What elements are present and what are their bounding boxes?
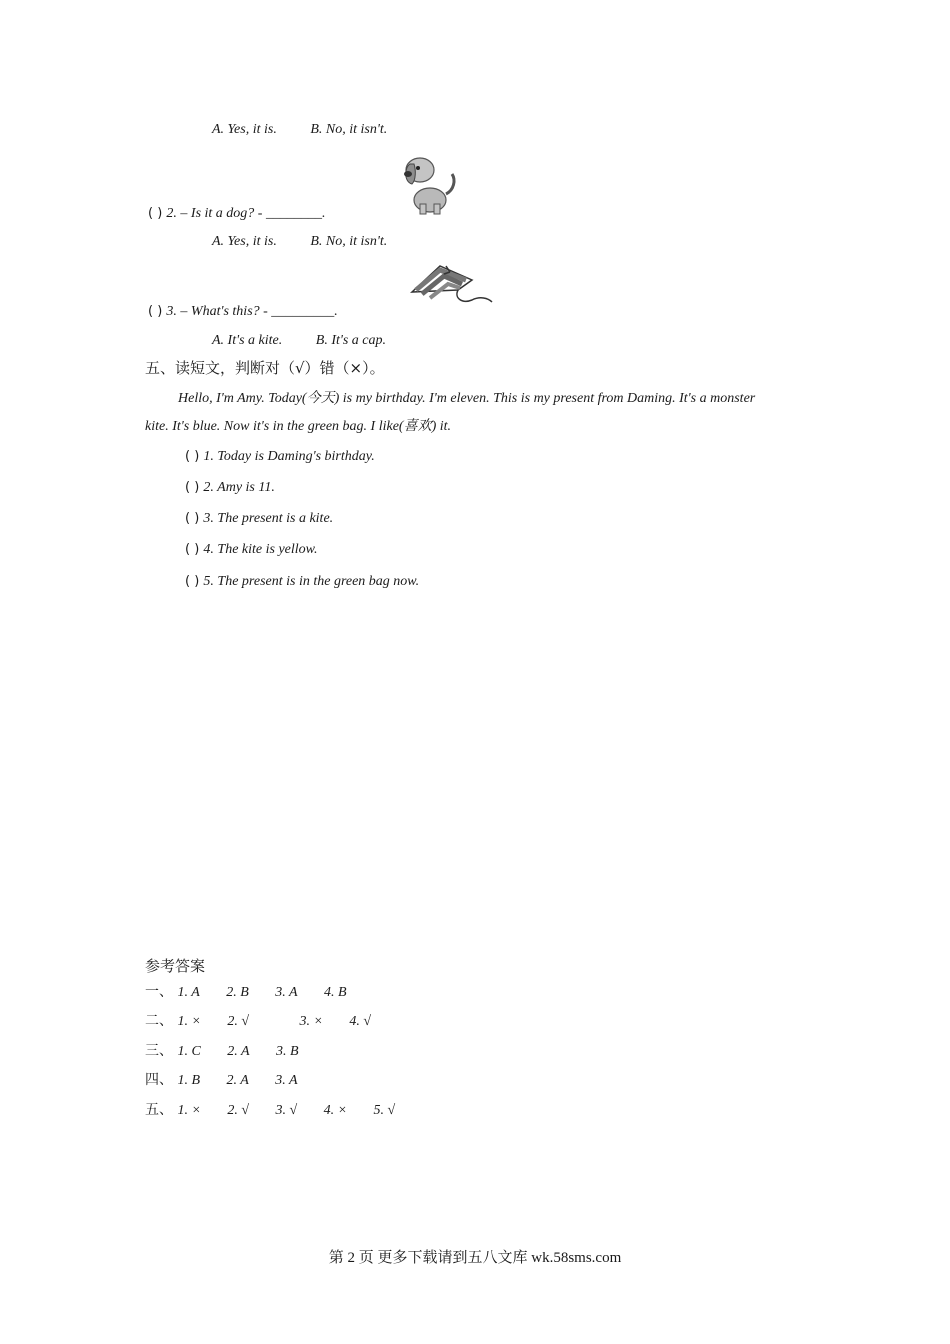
q3-answer-paren[interactable]: ( ) <box>148 304 163 319</box>
q1-option-a: A. Yes, it is. <box>212 122 277 137</box>
answer-item: 3. A <box>275 1073 298 1088</box>
answer-item: 1. × <box>177 1014 201 1029</box>
answer-row-3 <box>145 1042 321 1061</box>
answer-item: 4. √ <box>349 1014 372 1029</box>
section-5-heading: 五、读短文，判断对（√）错（×）。 <box>145 359 385 377</box>
judge-item-2-text: 2. Amy is 11. <box>203 480 275 495</box>
dog-image <box>402 150 462 216</box>
section-5-passage-line-2: kite. It's blue. Now it's in the green bag. I like(喜欢) it. <box>145 419 452 434</box>
answer-item: 1. A <box>177 985 200 1000</box>
judge-item-1 <box>185 448 375 466</box>
judge-item-5-paren[interactable]: ( ) <box>185 574 200 589</box>
answer-item: 2. √ <box>227 1103 250 1118</box>
judge-item-2-paren[interactable]: ( ) <box>185 480 200 495</box>
judge-item-3-text: 3. The present is a kite. <box>203 511 334 526</box>
answer-row-5 <box>145 1101 417 1120</box>
answer-item: 1. C <box>177 1044 201 1059</box>
q3-question: 3. – What's this? - _________. <box>166 304 338 319</box>
q3-option-a: A. It's a kite. <box>212 333 283 348</box>
judge-item-5 <box>185 573 419 591</box>
answer-row-5-label: 五、 <box>145 1102 173 1118</box>
answer-row-4-label: 四、 <box>145 1072 173 1088</box>
judge-item-1-paren[interactable]: ( ) <box>185 449 200 464</box>
judge-item-5-text: 5. The present is in the green bag now. <box>203 574 420 589</box>
q1-option-b: B. No, it isn't. <box>310 122 388 137</box>
answer-item: 2. A <box>227 1044 250 1059</box>
answer-item: 5. √ <box>373 1103 396 1118</box>
answer-row-2-label: 二、 <box>145 1013 173 1029</box>
answer-row-1-label: 一、 <box>145 984 173 1000</box>
answer-row-2 <box>145 1012 393 1031</box>
answer-item: 2. √ <box>227 1014 250 1029</box>
answer-row-4 <box>145 1071 320 1090</box>
q3-options <box>212 332 386 350</box>
answer-item: 3. √ <box>275 1103 298 1118</box>
q1-options <box>212 121 387 139</box>
kite-image <box>410 262 494 308</box>
q3-line <box>148 303 338 321</box>
q3-option-b: B. It's a cap. <box>315 333 387 348</box>
answer-row-3-label: 三、 <box>145 1043 173 1059</box>
judge-item-1-text: 1. Today is Daming's birthday. <box>203 449 375 464</box>
page-footer: 第 2 页 更多下载请到五八文库 wk.58sms.com <box>328 1250 622 1266</box>
q2-option-a: A. Yes, it is. <box>212 234 277 249</box>
q2-options <box>212 233 387 251</box>
q2-question: 2. – Is it a dog? - ________. <box>166 206 326 221</box>
answer-item: 3. B <box>276 1044 299 1059</box>
answer-item: 2. A <box>226 1073 249 1088</box>
answer-item: 1. B <box>177 1073 201 1088</box>
judge-item-2 <box>185 479 275 497</box>
q2-answer-paren[interactable]: ( ) <box>148 206 163 221</box>
judge-item-3 <box>185 510 333 528</box>
q2-line <box>148 205 325 223</box>
q2-option-b: B. No, it isn't. <box>310 234 388 249</box>
judge-item-4-paren[interactable]: ( ) <box>185 542 200 557</box>
section-5-passage-line-1: Hello, I'm Amy. Today(今天) is my birthday. I'm eleven. This is my present from Daming. It's a monster <box>178 391 756 406</box>
answer-item: 4. B <box>324 985 347 1000</box>
answer-row-1 <box>145 983 369 1002</box>
answers-title: 参考答案 <box>145 957 206 975</box>
answer-item: 3. × <box>299 1014 323 1029</box>
answer-item: 4. × <box>323 1103 348 1118</box>
judge-item-3-paren[interactable]: ( ) <box>185 511 200 526</box>
judge-item-4-text: 4. The kite is yellow. <box>203 542 318 557</box>
answer-item: 1. × <box>177 1103 201 1118</box>
judge-item-4 <box>185 541 317 559</box>
answer-item: 3. A <box>275 985 298 1000</box>
answer-item: 2. B <box>226 985 249 1000</box>
